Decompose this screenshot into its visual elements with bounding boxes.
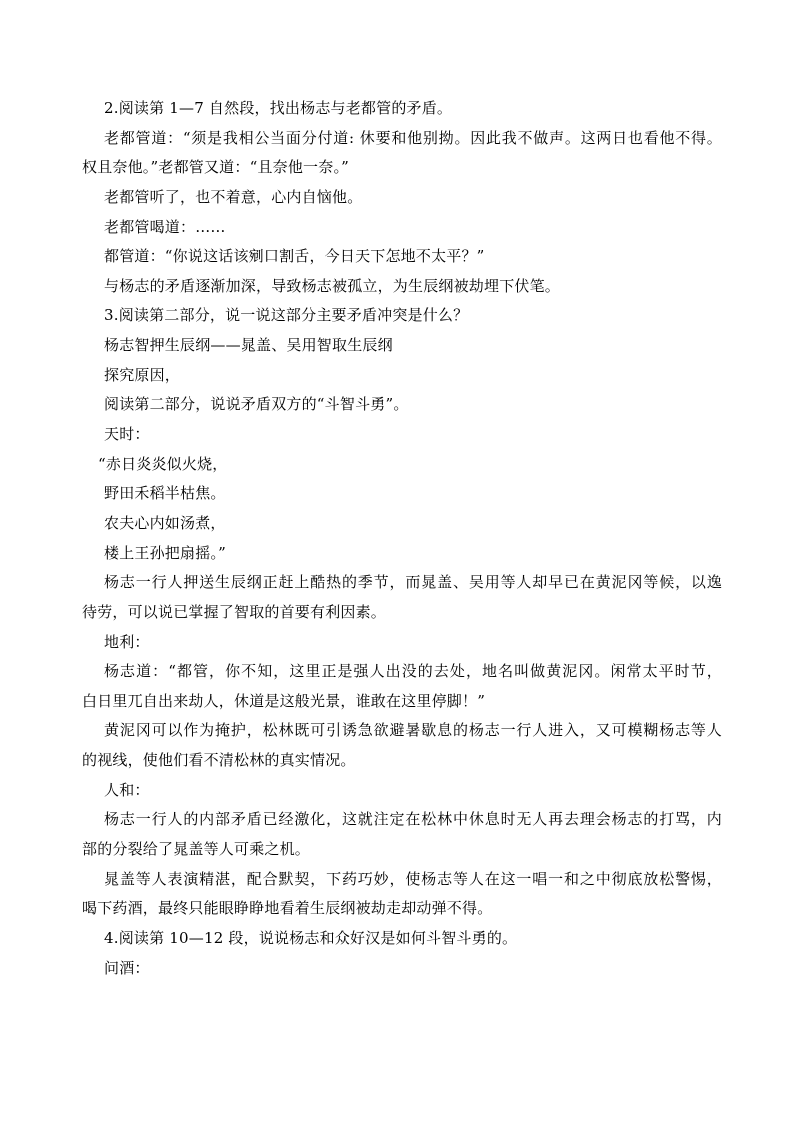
- poem-line: 农夫心内如汤煮，: [104, 513, 226, 532]
- section-label-wenjiu: 问酒：: [104, 958, 150, 977]
- paragraph-line: 杨志智押生辰纲——晁盖、吴用智取生辰纲: [104, 336, 393, 355]
- question-2-heading: 2.阅读第 1—7 自然段，找出杨志与老都管的矛盾。: [104, 99, 453, 117]
- section-label-dili: 地利：: [104, 632, 150, 651]
- poem-line: “赤日炎炎似火烧，: [98, 454, 228, 473]
- poem-line: 野田禾稻半枯焦。: [104, 484, 226, 503]
- document-body: [82, 94, 722, 983]
- paragraph-line: 晁盖等人表演精湛，配合默契，下药巧妙，使杨志等人在这一唱一和之中彻底放松警惕，: [104, 869, 722, 888]
- paragraph-line: 待劳，可以说已掌握了智取的首要有利因素。: [82, 602, 387, 621]
- paragraph-line: 杨志一行人押送生辰纲正赶上酷热的季节，而晁盖、吴用等人却早已在黄泥冈等候，以逸: [104, 573, 722, 592]
- paragraph-line: 喝下药酒，最终只能眼睁睁地看着生辰纲被劫走却动弹不得。: [82, 899, 493, 918]
- question-4-heading: 4.阅读第 10—12 段，说说杨志和众好汉是如何斗智斗勇的。: [104, 928, 518, 947]
- section-label-renhe: 人和：: [104, 780, 150, 799]
- paragraph-line: 老都管喝道：……: [104, 217, 226, 236]
- paragraph-line: 白日里兀自出来劫人，休道是这般光景，谁敢在这里停脚！”: [82, 691, 486, 710]
- question-3-heading: 3.阅读第二部分，说一说这部分主要矛盾冲突是什么？: [104, 306, 469, 325]
- paragraph-line: 黄泥冈可以作为掩护，松林既可引诱急欲避暑歇息的杨志一行人进入，又可模糊杨志等人: [104, 721, 722, 740]
- paragraph-line: 阅读第二部分，说说矛盾双方的“斗智斗勇”。: [104, 395, 409, 414]
- paragraph-line: 老都管道：“须是我相公当面分付道: 休要和他别拗。因此我不做声。这两日也看他不得。: [104, 128, 722, 147]
- paragraph-line: 与杨志的矛盾逐渐加深，导致杨志被孤立，为生辰纲被劫埋下伏笔。: [104, 276, 561, 295]
- paragraph-line: 都管道：“你说这话该剜口割舌，今日天下怎地不太平？”: [104, 247, 485, 266]
- poem-line: 楼上王孙把扇摇。”: [104, 543, 226, 562]
- paragraph-line: 部的分裂给了晁盖等人可乘之机。: [82, 840, 311, 859]
- paragraph-line: 探究原因，: [104, 365, 181, 384]
- paragraph-line: 杨志道：“都管，你不知，这里正是强人出没的去处，地名叫做黄泥冈。闲常太平时节，: [104, 662, 722, 681]
- paragraph-line: 老都管听了，也不着意，心内自恼他。: [104, 187, 363, 206]
- paragraph-line: 杨志一行人的内部矛盾已经激化，这就注定在松林中休息时无人再去理会杨志的打骂，内: [104, 810, 722, 829]
- paragraph-line: 权且奈他。”老都管又道：“且奈他一奈。”: [82, 158, 350, 177]
- section-label-tianshi: 天时：: [104, 425, 150, 444]
- paragraph-line: 的视线，使他们看不清松林的真实情况。: [82, 751, 356, 770]
